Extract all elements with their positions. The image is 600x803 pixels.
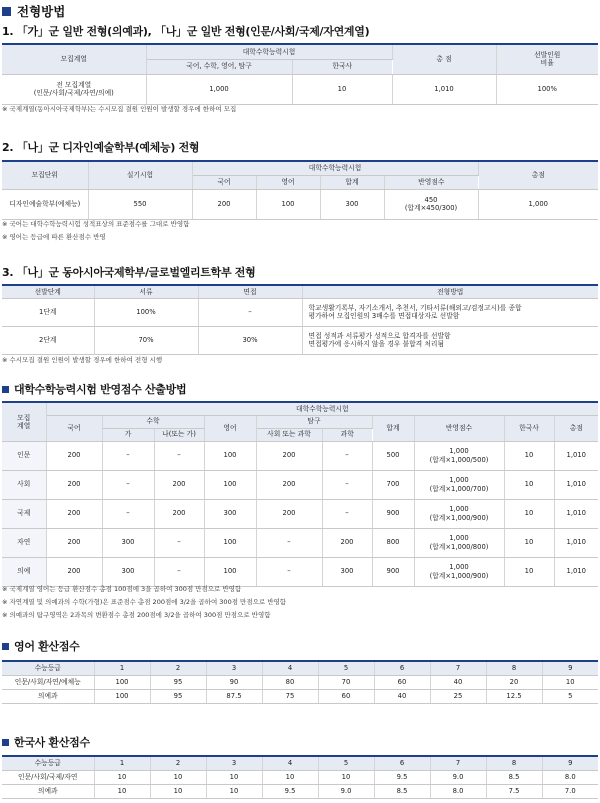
cell-group: 전 모집계열 (인문/사회/국제/자연/의예) (2, 74, 146, 104)
cell-reflect: 450 (합계×450/300) (384, 189, 478, 219)
table-row (2, 675, 598, 689)
cell-sum: 500 (372, 441, 414, 470)
section5-table (2, 660, 598, 704)
cell-kor: 200 (46, 499, 102, 528)
section3-table (2, 284, 598, 355)
cell-total: 1,010 (392, 74, 496, 104)
cell-sci: 300 (322, 557, 372, 586)
table-row (2, 499, 598, 528)
header-sum: 합계 (320, 175, 384, 189)
header-practical: 실기시험 (88, 161, 192, 189)
section6-table (2, 755, 598, 799)
header-eng: 영어 (256, 175, 320, 189)
cell-na: – (154, 441, 204, 470)
cell-unit: 디자인예술학부(예체능) (2, 189, 88, 219)
header-inq-sci: 과학 (322, 428, 372, 441)
cell-eng: 100 (256, 189, 320, 219)
cell-stage: 2단계 (2, 326, 94, 354)
cell-score: 80 (262, 675, 318, 689)
cell-ga: – (102, 499, 154, 528)
section1-title: 1. 「가」군 일반 전형(의예과), 「나」군 일반 전형(인문/사회/국제/자연계열) (2, 25, 370, 38)
header-grade: 6 (374, 756, 430, 770)
cell-score: 10 (94, 770, 150, 784)
square-bullet-icon (2, 643, 9, 650)
cell-score: 10 (318, 770, 374, 784)
header-grade: 2 (150, 756, 206, 770)
cell-sum: 900 (372, 557, 414, 586)
cell-group: 사회 (2, 470, 46, 499)
cell-na: 200 (154, 470, 204, 499)
header-stage: 선발단계 (2, 285, 94, 298)
header-csat: 대학수학능력시험 (192, 161, 478, 175)
header-grade: 9 (542, 661, 598, 675)
table-row (2, 326, 598, 354)
cell-method: 학교생활기록부, 자기소개서, 추천서, 기타서류(해외고/검정고시)를 종합 평가하여 모집인원의 3배수를 면접대상자로 선발함 (302, 298, 598, 326)
cell-total: 1,010 (554, 557, 598, 586)
header-total: 총점 (478, 161, 598, 189)
header-eng: 영어 (204, 415, 256, 441)
table-row (2, 557, 598, 586)
section2-note-1: ※ 국어는 대학수학능력시험 성적표상의 표준점수를 그대로 반영함 (2, 220, 190, 228)
cell-score: 25 (430, 689, 486, 703)
section5-title (2, 638, 80, 654)
cell-score: 9.0 (430, 770, 486, 784)
cell-soc: – (256, 528, 322, 557)
cell-stage: 1단계 (2, 298, 94, 326)
table-row (2, 770, 598, 784)
cell-reflect: 1,000 (합계×1,000/800) (414, 528, 504, 557)
header-method: 전형방법 (302, 285, 598, 298)
cell-score: 5 (542, 689, 598, 703)
cell-eng: 100 (204, 557, 256, 586)
cell-sum: 900 (372, 499, 414, 528)
header-grade: 7 (430, 756, 486, 770)
section6-title (2, 734, 90, 750)
square-bullet-icon (2, 739, 9, 746)
cell-kor: 200 (46, 441, 102, 470)
header-csat: 대학수학능력시험 (46, 402, 598, 415)
header-grade: 4 (262, 661, 318, 675)
section4-note-2: ※ 자연계열 및 의예과의 수학(가형)은 표준점수 총점 200점에 3/2을 곱하여 300점 만점으로 반영함 (2, 598, 287, 606)
cell-interview: – (198, 298, 302, 326)
cell-v2: 10 (292, 74, 392, 104)
table-row (2, 298, 598, 326)
cell-reflect: 1,000 (합계×1,000/500) (414, 441, 504, 470)
table-row (2, 528, 598, 557)
header-grade: 7 (430, 661, 486, 675)
cell-sci: – (322, 441, 372, 470)
cell-kor: 200 (46, 470, 102, 499)
cell-score: 60 (318, 689, 374, 703)
table-row (2, 441, 598, 470)
cell-kor: 200 (46, 557, 102, 586)
cell-total: 1,000 (478, 189, 598, 219)
header-interview: 면접 (198, 285, 302, 298)
header-grade: 8 (486, 756, 542, 770)
header-kor: 국어 (192, 175, 256, 189)
cell-score: 8.0 (430, 784, 486, 798)
cell-sci: – (322, 470, 372, 499)
cell-hist: 10 (504, 441, 554, 470)
cell-score: 10 (206, 770, 262, 784)
header-grade: 2 (150, 661, 206, 675)
row-label: 의예과 (2, 689, 94, 703)
cell-group: 자연 (2, 528, 46, 557)
header-grade-label: 수능등급 (2, 756, 94, 770)
cell-reflect: 1,000 (합계×1,000/900) (414, 557, 504, 586)
cell-ga: – (102, 441, 154, 470)
cell-score: 7.0 (542, 784, 598, 798)
row-label: 인문/사회/국제/자연 (2, 770, 94, 784)
header-sub1: 국어, 수학, 영어, 탐구 (146, 59, 292, 74)
main-title-text: 전형방법 (17, 4, 66, 19)
cell-kor: 200 (192, 189, 256, 219)
section4-note-1: ※ 국제계열 영어는 등급 환산점수 총점 100점에 3을 곱하여 300점 만점으로 반영함 (2, 585, 242, 593)
cell-score: 10 (150, 770, 206, 784)
cell-group: 국제 (2, 499, 46, 528)
section1-table (2, 43, 598, 105)
cell-score: 10 (94, 784, 150, 798)
cell-na: 200 (154, 499, 204, 528)
cell-hist: 10 (504, 499, 554, 528)
cell-score: 12.5 (486, 689, 542, 703)
cell-sum: 700 (372, 470, 414, 499)
cell-soc: 200 (256, 470, 322, 499)
cell-score: 10 (206, 784, 262, 798)
cell-score: 90 (206, 675, 262, 689)
cell-hist: 10 (504, 470, 554, 499)
section4-note-3: ※ 의예과의 탐구영역은 2과목의 변환점수 총점 200점에 3/2을 곱하여 300점 만점으로 반영함 (2, 611, 271, 619)
section4-table (2, 401, 598, 587)
header-grade: 1 (94, 756, 150, 770)
section3-title: 3. 「나」군 동아시아국제학부/글로벌엘리트학부 전형 (2, 266, 256, 279)
cell-eng: 100 (204, 528, 256, 557)
header-history: 한국사 (504, 415, 554, 441)
cell-total: 1,010 (554, 499, 598, 528)
table-row (2, 689, 598, 703)
cell-reflect: 1,000 (합계×1,000/900) (414, 499, 504, 528)
section1-note: ※ 국제계열(동아시아국제학부)는 수시모집 결원 인원이 발생할 경우에 한하여 모집 (2, 105, 237, 113)
section2-note-2: ※ 영어는 등급에 따른 환산점수 반영 (2, 233, 106, 241)
cell-score: 10 (542, 675, 598, 689)
cell-interview: 30% (198, 326, 302, 354)
section4-title-text: 대학수학능력시험 반영점수 산출방법 (14, 383, 187, 396)
cell-group: 의예 (2, 557, 46, 586)
header-grade: 8 (486, 661, 542, 675)
cell-score: 75 (262, 689, 318, 703)
cell-score: 87.5 (206, 689, 262, 703)
header-group: 모집계열 (2, 44, 146, 74)
cell-eng: 300 (204, 499, 256, 528)
cell-score: 70 (318, 675, 374, 689)
cell-score: 60 (374, 675, 430, 689)
cell-ga: 300 (102, 557, 154, 586)
header-grade: 1 (94, 661, 150, 675)
cell-score: 100 (94, 675, 150, 689)
cell-score: 8.0 (542, 770, 598, 784)
cell-eng: 100 (204, 470, 256, 499)
cell-score: 8.5 (486, 770, 542, 784)
cell-doc: 70% (94, 326, 198, 354)
cell-score: 9.5 (262, 784, 318, 798)
square-bullet-icon (2, 386, 9, 393)
header-reflect: 반영점수 (414, 415, 504, 441)
section2-title: 2. 「나」군 디자인예술학부(예체능) 전형 (2, 141, 200, 154)
cell-sci: 200 (322, 528, 372, 557)
header-grade: 5 (318, 756, 374, 770)
cell-score: 9.5 (374, 770, 430, 784)
header-grade: 6 (374, 661, 430, 675)
row-label: 인문/사회/자연/예체능 (2, 675, 94, 689)
square-bullet-icon (2, 7, 11, 16)
cell-eng: 100 (204, 441, 256, 470)
header-grade-label: 수능등급 (2, 661, 94, 675)
header-total: 총 점 (392, 44, 496, 74)
table-row (2, 470, 598, 499)
header-group: 모집 계열 (2, 402, 46, 441)
cell-doc: 100% (94, 298, 198, 326)
cell-reflect: 1,000 (합계×1,000/700) (414, 470, 504, 499)
cell-score: 40 (430, 675, 486, 689)
section6-title-text: 한국사 환산점수 (14, 736, 90, 749)
header-total: 총점 (554, 415, 598, 441)
table-row (2, 784, 598, 798)
cell-v1: 1,000 (146, 74, 292, 104)
cell-ga: 300 (102, 528, 154, 557)
header-grade: 5 (318, 661, 374, 675)
cell-hist: 10 (504, 528, 554, 557)
cell-hist: 10 (504, 557, 554, 586)
cell-ratio: 100% (496, 74, 598, 104)
header-csat: 대학수학능력시험 (146, 44, 392, 59)
cell-total: 1,010 (554, 441, 598, 470)
cell-score: 20 (486, 675, 542, 689)
cell-sum: 800 (372, 528, 414, 557)
cell-score: 100 (94, 689, 150, 703)
cell-score: 9.0 (318, 784, 374, 798)
header-grade: 4 (262, 756, 318, 770)
cell-soc: – (256, 557, 322, 586)
cell-kor: 200 (46, 528, 102, 557)
header-doc: 서류 (94, 285, 198, 298)
header-kor: 국어 (46, 415, 102, 441)
header-inq-soc: 사회 또는 과학 (256, 428, 322, 441)
header-inquiry: 탐구 (256, 415, 372, 428)
header-sum: 합계 (372, 415, 414, 441)
header-sub2: 한국사 (292, 59, 392, 74)
cell-score: 40 (374, 689, 430, 703)
cell-total: 1,010 (554, 470, 598, 499)
cell-score: 10 (150, 784, 206, 798)
cell-total: 1,010 (554, 528, 598, 557)
header-grade: 3 (206, 756, 262, 770)
header-math: 수학 (102, 415, 204, 428)
header-reflect: 반영점수 (384, 175, 478, 189)
main-title (2, 2, 65, 20)
section4-title (2, 381, 186, 397)
cell-sum: 300 (320, 189, 384, 219)
header-ratio: 선발인원 비율 (496, 44, 598, 74)
cell-score: 7.5 (486, 784, 542, 798)
cell-score: 95 (150, 675, 206, 689)
section3-note: ※ 수시모집 결원 인원이 발생할 경우에 한하여 전형 시행 (2, 356, 163, 364)
section5-title-text: 영어 환산점수 (14, 640, 80, 653)
cell-soc: 200 (256, 499, 322, 528)
header-grade: 3 (206, 661, 262, 675)
row-label: 의예과 (2, 784, 94, 798)
cell-method: 면접 성적과 서류평가 성적으로 합격자를 선발함 면접평가에 응시하지 않을 경우 불합격 처리됨 (302, 326, 598, 354)
cell-score: 10 (262, 770, 318, 784)
cell-na: – (154, 528, 204, 557)
cell-ga: – (102, 470, 154, 499)
cell-sci: – (322, 499, 372, 528)
cell-practical: 550 (88, 189, 192, 219)
cell-soc: 200 (256, 441, 322, 470)
header-grade: 9 (542, 756, 598, 770)
header-unit: 모집단위 (2, 161, 88, 189)
cell-group: 인문 (2, 441, 46, 470)
header-math-na: 나(또는 가) (154, 428, 204, 441)
cell-score: 8.5 (374, 784, 430, 798)
header-math-ga: 가 (102, 428, 154, 441)
cell-na: – (154, 557, 204, 586)
cell-score: 95 (150, 689, 206, 703)
section2-table (2, 160, 598, 220)
